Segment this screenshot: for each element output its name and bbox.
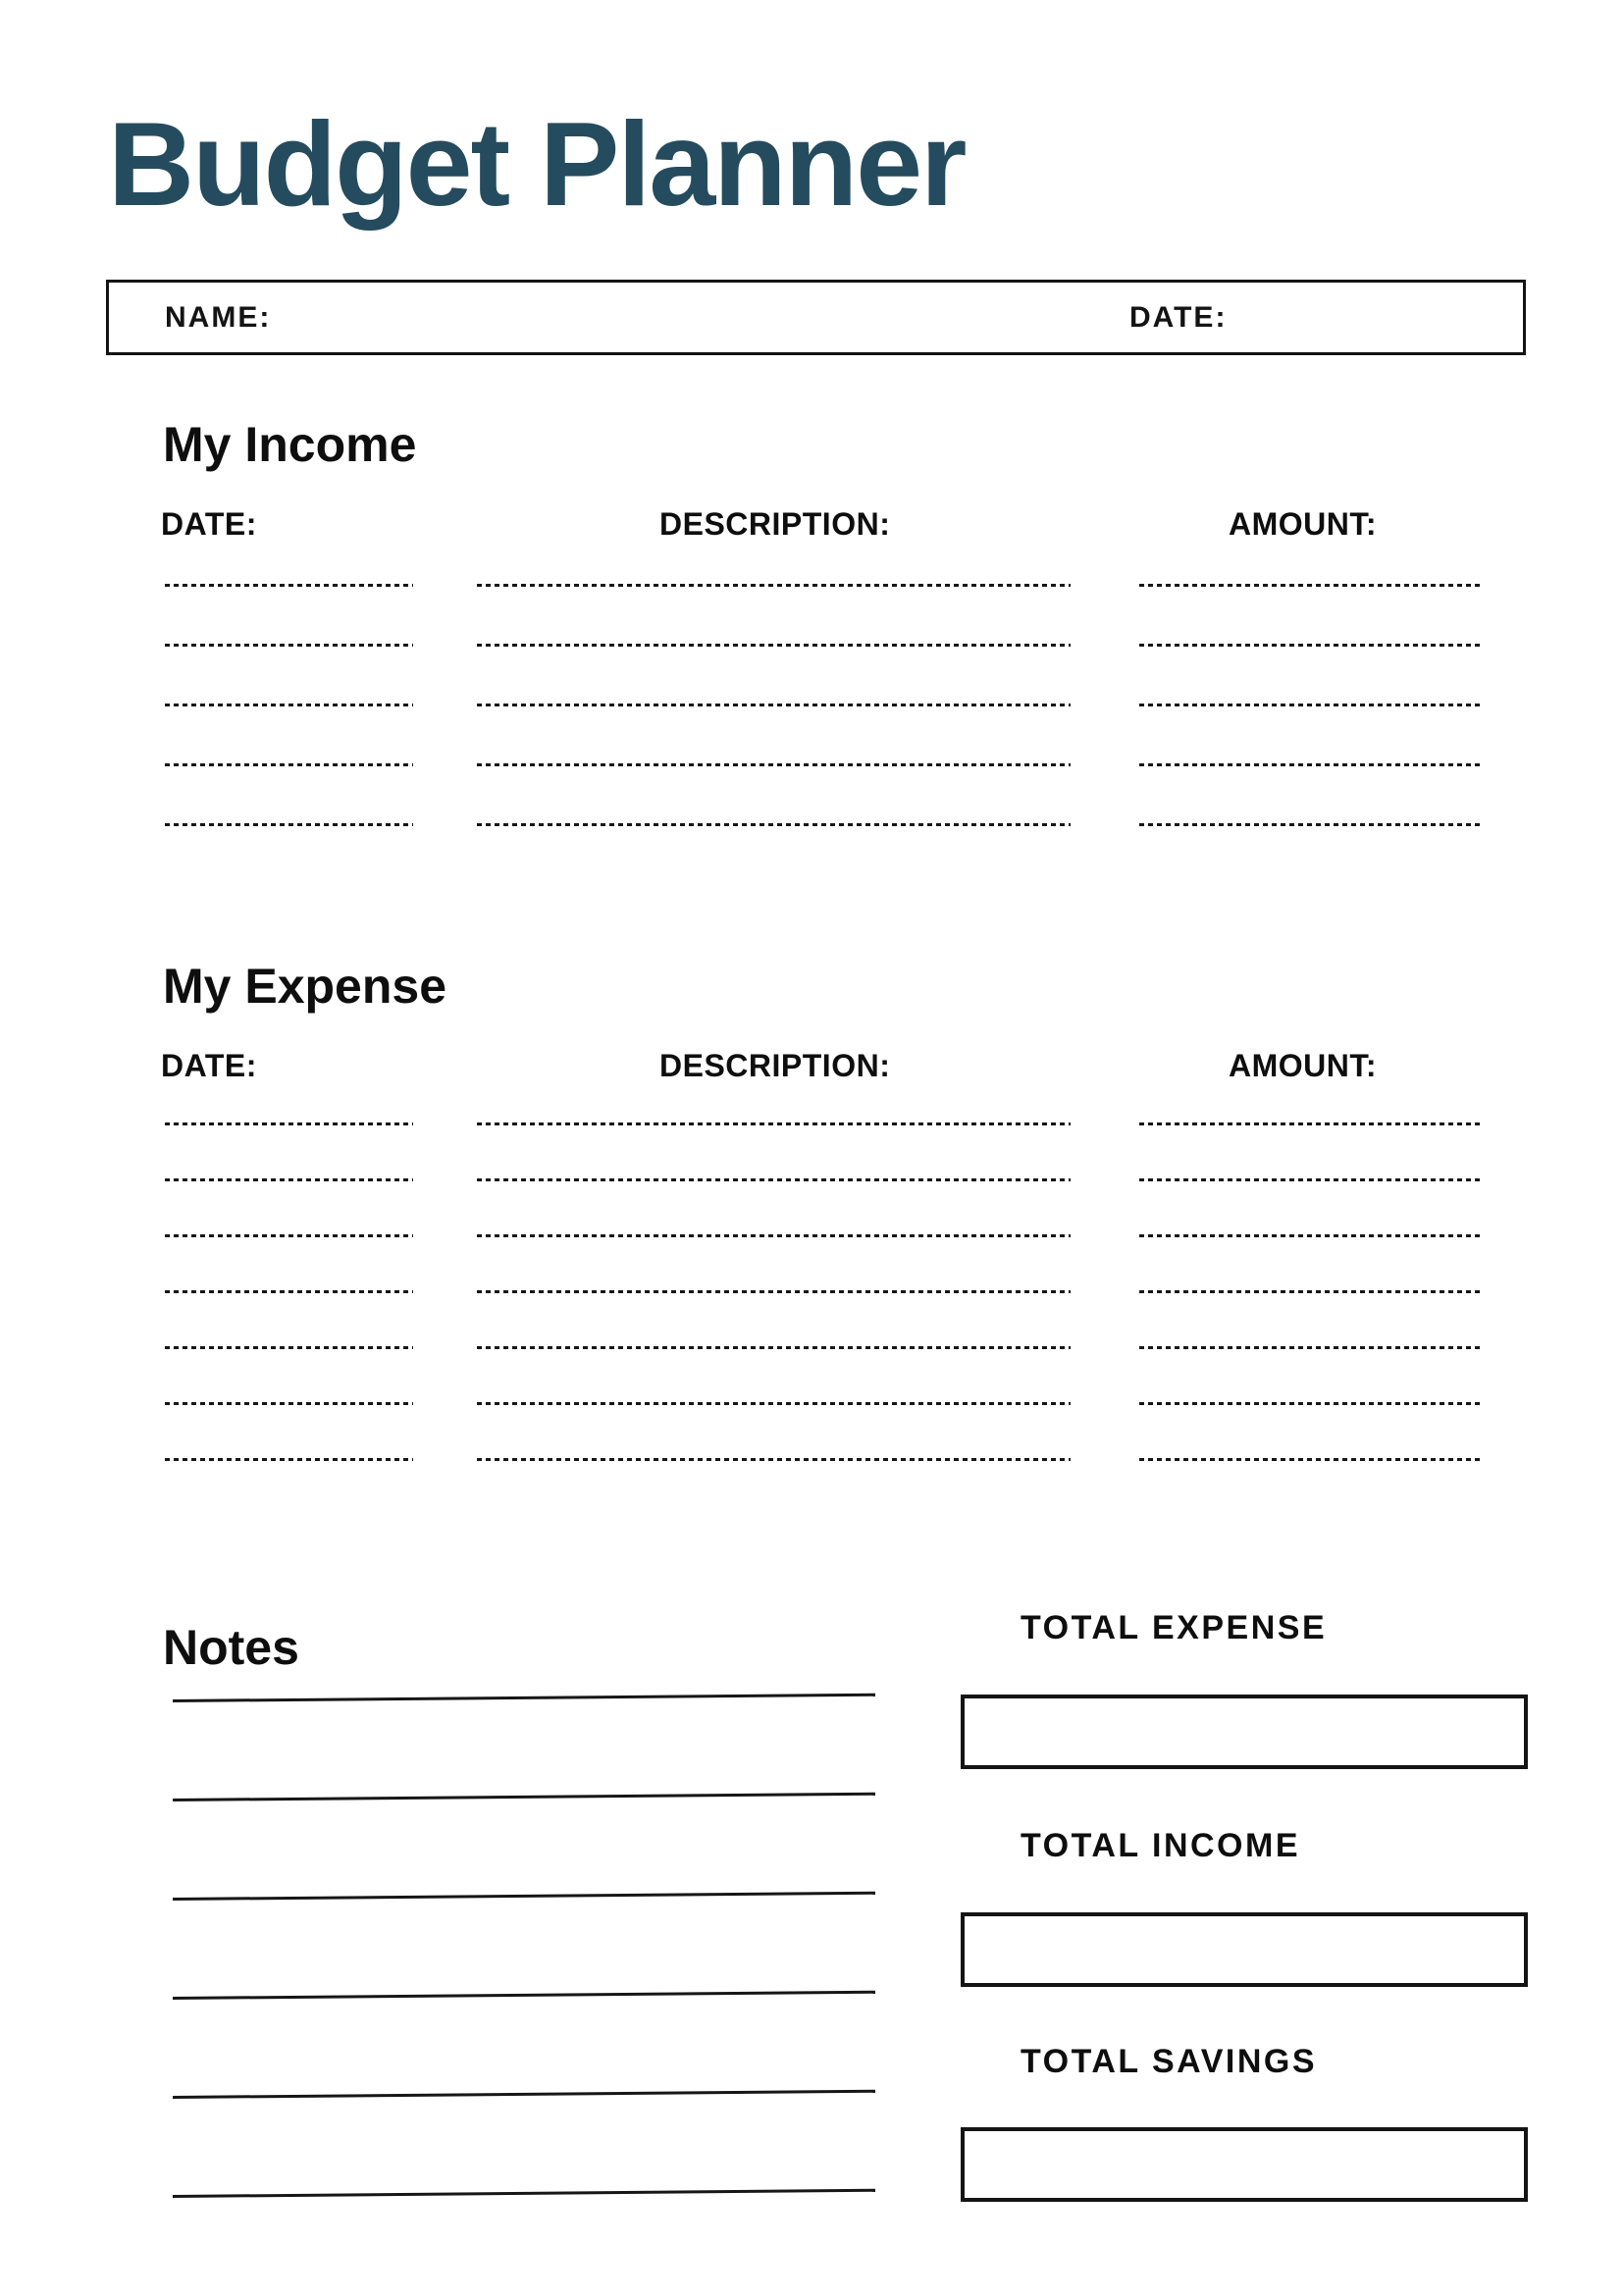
income-date-fill-line[interactable] — [165, 763, 413, 766]
income-description-fill-line[interactable] — [477, 823, 1071, 826]
page-title: Budget Planner — [108, 97, 966, 231]
expense-date-fill-line[interactable] — [165, 1458, 413, 1461]
income-section-title: My Income — [163, 417, 417, 472]
expense-rows — [0, 1122, 1624, 1514]
expense-amount-fill-line[interactable] — [1139, 1234, 1480, 1237]
expense-date-header: DATE: — [161, 1048, 257, 1083]
notes-fill-line[interactable] — [173, 2189, 875, 2198]
total-savings-label: TOTAL SAVINGS — [1021, 2043, 1318, 2080]
income-rows — [0, 584, 1624, 883]
expense-amount-fill-line[interactable] — [1139, 1402, 1480, 1405]
income-row — [0, 704, 1624, 706]
total-expense-box[interactable] — [961, 1695, 1528, 1769]
expense-amount-fill-line[interactable] — [1139, 1178, 1480, 1181]
name-label: NAME: — [165, 300, 272, 334]
expense-date-fill-line[interactable] — [165, 1346, 413, 1349]
expense-date-fill-line[interactable] — [165, 1402, 413, 1405]
income-date-fill-line[interactable] — [165, 704, 413, 706]
expense-row — [0, 1122, 1624, 1125]
expense-description-fill-line[interactable] — [477, 1290, 1071, 1293]
income-amount-fill-line[interactable] — [1139, 763, 1480, 766]
expense-description-fill-line[interactable] — [477, 1402, 1071, 1405]
income-amount-fill-line[interactable] — [1139, 644, 1480, 647]
income-amount-fill-line[interactable] — [1139, 823, 1480, 826]
total-expense-label: TOTAL EXPENSE — [1021, 1609, 1328, 1646]
expense-amount-fill-line[interactable] — [1139, 1346, 1480, 1349]
expense-description-fill-line[interactable] — [477, 1178, 1071, 1181]
income-row — [0, 823, 1624, 826]
notes-section-title: Notes — [163, 1620, 299, 1675]
income-amount-header: AMOUNT: — [1229, 506, 1378, 542]
notes-fill-line[interactable] — [173, 1793, 875, 1801]
expense-date-fill-line[interactable] — [165, 1234, 413, 1237]
expense-section-title: My Expense — [163, 959, 447, 1014]
expense-amount-header: AMOUNT: — [1229, 1048, 1378, 1083]
expense-row — [0, 1346, 1624, 1349]
total-income-label: TOTAL INCOME — [1021, 1827, 1300, 1864]
expense-amount-fill-line[interactable] — [1139, 1290, 1480, 1293]
expense-row — [0, 1402, 1624, 1405]
expense-description-fill-line[interactable] — [477, 1346, 1071, 1349]
expense-row — [0, 1178, 1624, 1181]
expense-date-fill-line[interactable] — [165, 1178, 413, 1181]
income-description-fill-line[interactable] — [477, 644, 1071, 647]
income-amount-fill-line[interactable] — [1139, 704, 1480, 706]
income-description-fill-line[interactable] — [477, 704, 1071, 706]
expense-description-fill-line[interactable] — [477, 1234, 1071, 1237]
total-income-box[interactable] — [961, 1912, 1528, 1987]
expense-description-fill-line[interactable] — [477, 1458, 1071, 1461]
name-date-box — [106, 280, 1526, 355]
income-date-fill-line[interactable] — [165, 584, 413, 587]
expense-description-header: DESCRIPTION: — [659, 1048, 891, 1083]
income-date-fill-line[interactable] — [165, 644, 413, 647]
notes-fill-line[interactable] — [173, 1991, 875, 2000]
income-description-fill-line[interactable] — [477, 763, 1071, 766]
income-row — [0, 644, 1624, 647]
expense-row — [0, 1290, 1624, 1293]
income-date-fill-line[interactable] — [165, 823, 413, 826]
total-savings-box[interactable] — [961, 2127, 1528, 2202]
expense-amount-fill-line[interactable] — [1139, 1458, 1480, 1461]
expense-date-fill-line[interactable] — [165, 1122, 413, 1125]
notes-fill-line[interactable] — [173, 1892, 875, 1901]
notes-lines — [173, 1699, 875, 2294]
date-label: DATE: — [1129, 300, 1228, 334]
expense-description-fill-line[interactable] — [477, 1122, 1071, 1125]
expense-date-fill-line[interactable] — [165, 1290, 413, 1293]
expense-row — [0, 1234, 1624, 1237]
expense-amount-fill-line[interactable] — [1139, 1122, 1480, 1125]
income-date-header: DATE: — [161, 506, 257, 542]
income-description-header: DESCRIPTION: — [659, 506, 891, 542]
notes-fill-line[interactable] — [173, 1694, 875, 1702]
notes-fill-line[interactable] — [173, 2090, 875, 2099]
income-row — [0, 763, 1624, 766]
expense-row — [0, 1458, 1624, 1461]
income-amount-fill-line[interactable] — [1139, 584, 1480, 587]
income-description-fill-line[interactable] — [477, 584, 1071, 587]
income-row — [0, 584, 1624, 587]
